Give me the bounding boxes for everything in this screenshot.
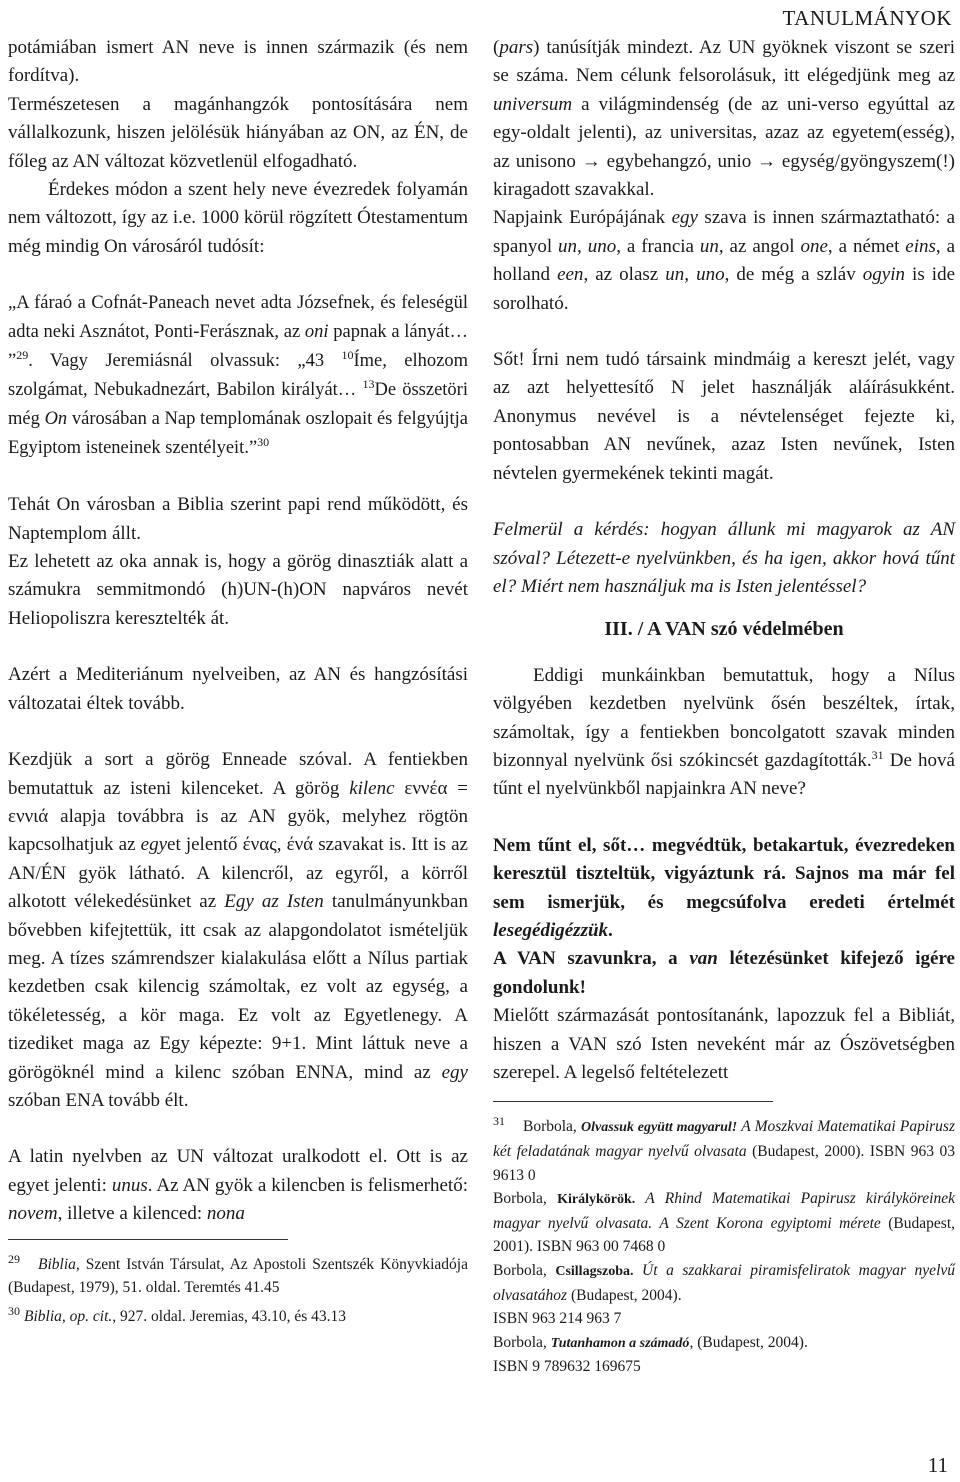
footnote-ref: 29 bbox=[16, 348, 29, 363]
section-heading: III. / A VAN szó védelmében bbox=[604, 618, 844, 641]
verse-number: 13 bbox=[362, 377, 375, 392]
footnote-entry: ISBN 963 214 963 7 bbox=[493, 1310, 622, 1328]
verse-number: 10 bbox=[341, 348, 354, 363]
bible-quote: „A fáraó a Cofnát-Paneach nevet adta Józsefnek, és feleségül adta neki Asznátot, Ponti-Ferásznak, az oni papnak a lányát… ”$^{29}$. Vagy Jeremiásnál olvassuk: „43 $^{10}$Íme, elhozom szolgámat, Nebukadnezárt, Babilon királyát… $^{13}$De összetöri még On városában a Nap templomának oszlopait és felgyújtja Egyiptom isteneinek szentélyeit.”$^{30}$ bbox=[8, 293, 468, 459]
footnote-entry: Borbola, Csillagszoba. Út a szakkarai piramisfeliratok magyar nyelvű olvasatához (Budapest, 2004). bbox=[493, 1261, 956, 1304]
footnote: $^{31}$ Borbola, Olvassuk együtt magyarul! A Moszkvai Matematikai Papirusz két feladatának magyar nyelvű olvasata (Budapest, 2000). ISBN 963 03 9613 0 bbox=[493, 1114, 956, 1184]
footnote-ref: 31 bbox=[871, 747, 884, 762]
footnote: $^{30}$ Biblia, op. cit., 927. oldal. Jeremias, 43.10, és 43.13 bbox=[8, 1303, 347, 1325]
footnote-divider bbox=[493, 1101, 773, 1102]
page-number: 11 bbox=[927, 1453, 948, 1477]
bold-paragraph: Nem tűnt el, sőt… megvédtük, betakartuk, évezredeken keresztül tiszteltük, vigyáztunk rá. Sajnos ma már fel sem ismerjük, és megcsúfolva eredeti értelmét lesegédigézzük. bbox=[493, 834, 955, 941]
footnote-divider bbox=[8, 1239, 288, 1240]
paragraph: Természetesen a magánhangzók pontosítására nem vállalkozunk, hiszen jelölésük hiányában az ON, az ÉN, de főleg az AN változat közvetlenül elfogadható. bbox=[8, 93, 468, 172]
paragraph: Tehát On városban a Biblia szerint papi rend működött, és Naptemplom állt. bbox=[8, 494, 468, 544]
footnote-ref: 30 bbox=[257, 435, 270, 450]
left-column bbox=[8, 34, 468, 1328]
paragraph: Érdekes módon a szent hely neve évezredek folyamán nem változott, így az i.e. 1000 körül rögzített Ótestamentum még mindig On városáról tudósít: bbox=[8, 179, 468, 257]
paragraph: Azért a Mediteriánum nyelveiben, az AN és hangzósítási változatai éltek tovább. bbox=[8, 664, 468, 714]
paragraph: A latin nyelvben az UN változat uralkodott el. Ott is az egyet jelenti: unus. Az AN gyök a kilencben is felismerhető: novem, illetve a kilenced: nona bbox=[8, 1146, 468, 1225]
footnote-entry: Borbola, Királykörök. A Rhind Matematikai Papirusz királyköreinek magyar nyelvű olvasata. A Szent Korona egyiptomi mérete (Budapest, 2001). ISBN 963 00 7468 0 bbox=[493, 1190, 955, 1256]
paragraph: Napjaink Európájának egy szava is innen származtatható: a spanyol un, uno, a francia un, az angol one, a német eins, a holland een, az olasz un, uno, de még a szláv ogyin is ide sorolható. bbox=[493, 207, 956, 314]
paragraph: Sőt! Írni nem tudó társaink mindmáig a kereszt jelét, vagy az azt helyettesítő N jelet használják aláírásukként. Anonymus nevével is a névtelenséget fejezte ki, pontosabban AN nevűnek, azaz Isten nevűnek, Isten névtelen gyermekének tekinti magát. bbox=[493, 349, 955, 484]
paragraph: Ez lehetett az oka annak is, hogy a görög dinasztiák alatt a számukra semmitmondó (h)UN-(h)ON napváros nevét Heliopoliszra keresztelték át. bbox=[8, 551, 468, 629]
paragraph: (pars) tanúsítják mindezt. Az UN gyöknek viszont se szeri se száma. Nem célunk felsorolásuk, itt elégedjünk meg az universum a világmindenség (de az uni-verso egyúttal az egy-oldalt jelenti), az universitas, azaz az egyetem(esség), az unisono → egybehangzó, unio → egység/gyöngyszem(!) kiragadott szavakkal. bbox=[493, 37, 955, 201]
bold-paragraph: A VAN szavunkra, a van létezésünket kifejező igére gondolunk! bbox=[493, 948, 955, 998]
paragraph: Mielőtt származását pontosítanánk, lapozzuk fel a Bibliát, hiszen a VAN szó Isten neveként már az Ószövetségben szerepel. A legelső feltételezett bbox=[493, 1005, 955, 1083]
section-header: TANULMÁNYOK bbox=[782, 6, 952, 30]
paragraph: Kezdjük a sort a görög Enneade szóval. A fentiekben bemutattuk az isteni kilenceket. A görög kilenc εννέα = εννιά alapja továbbra is az AN gyök, melyhez rögtön kapcsolhatjuk az egyet jelentő ένας, ένά szavakat is. Itt is az AN/ÉN gyök látható. A kilencről, az egyről, a körről alkotott vélekedésünket az Egy az Isten tanulmányunkban bővebben kifejtettük, itt csak az alapgondolatot ismételjük meg. A tízes számrendszer kialakulása előtt a Nílus partiak kezdetben csak kilencig számoltak, ez volt az egység, a tökéletesség, a kör maga. Ez volt az Egyetlenegy. A tizediket maga az Egy képezte: 9+1. Mint láttuk neve a görögöknél mind a kilenc szóban ENNA, mind az egy szóban ENA tovább élt. bbox=[8, 749, 468, 1111]
paragraph: potámiában ismert AN neve is innen származik (és nem fordítva). bbox=[8, 37, 468, 87]
footnote: $^{29}$ Biblia, Szent István Társulat, Az Apostoli Szentszék Könyvkiadója (Budapest, 1979), 51. oldal. Teremtés 41.45 bbox=[8, 1251, 468, 1297]
footnote-entry: Borbola, Tutanhamon a számadó, (Budapest, 2004). bbox=[493, 1333, 808, 1351]
right-column bbox=[493, 34, 955, 1379]
footnote-entry: ISBN 9 789632 169675 bbox=[493, 1358, 641, 1376]
question-paragraph: Felmerül a kérdés: hogyan állunk mi magyarok az AN szóval? Létezett-e nyelvünkben, és ha igen, akkor hová tűnt el? Miért nem használjuk ma is Isten jelentéssel? bbox=[493, 519, 955, 597]
paragraph: Eddigi munkáinkban bemutattuk, hogy a Nílus völgyében kezdetben nyelvünk ősén beszéltek, írtak, számoltak, így a fentiekben boncolgatott szavak minden bizonnyal nyelvünk ősi szókincsét gazdagították.$^{31}$ De hová tűnt el nyelvünkből napjainkra AN neve? bbox=[493, 664, 955, 800]
